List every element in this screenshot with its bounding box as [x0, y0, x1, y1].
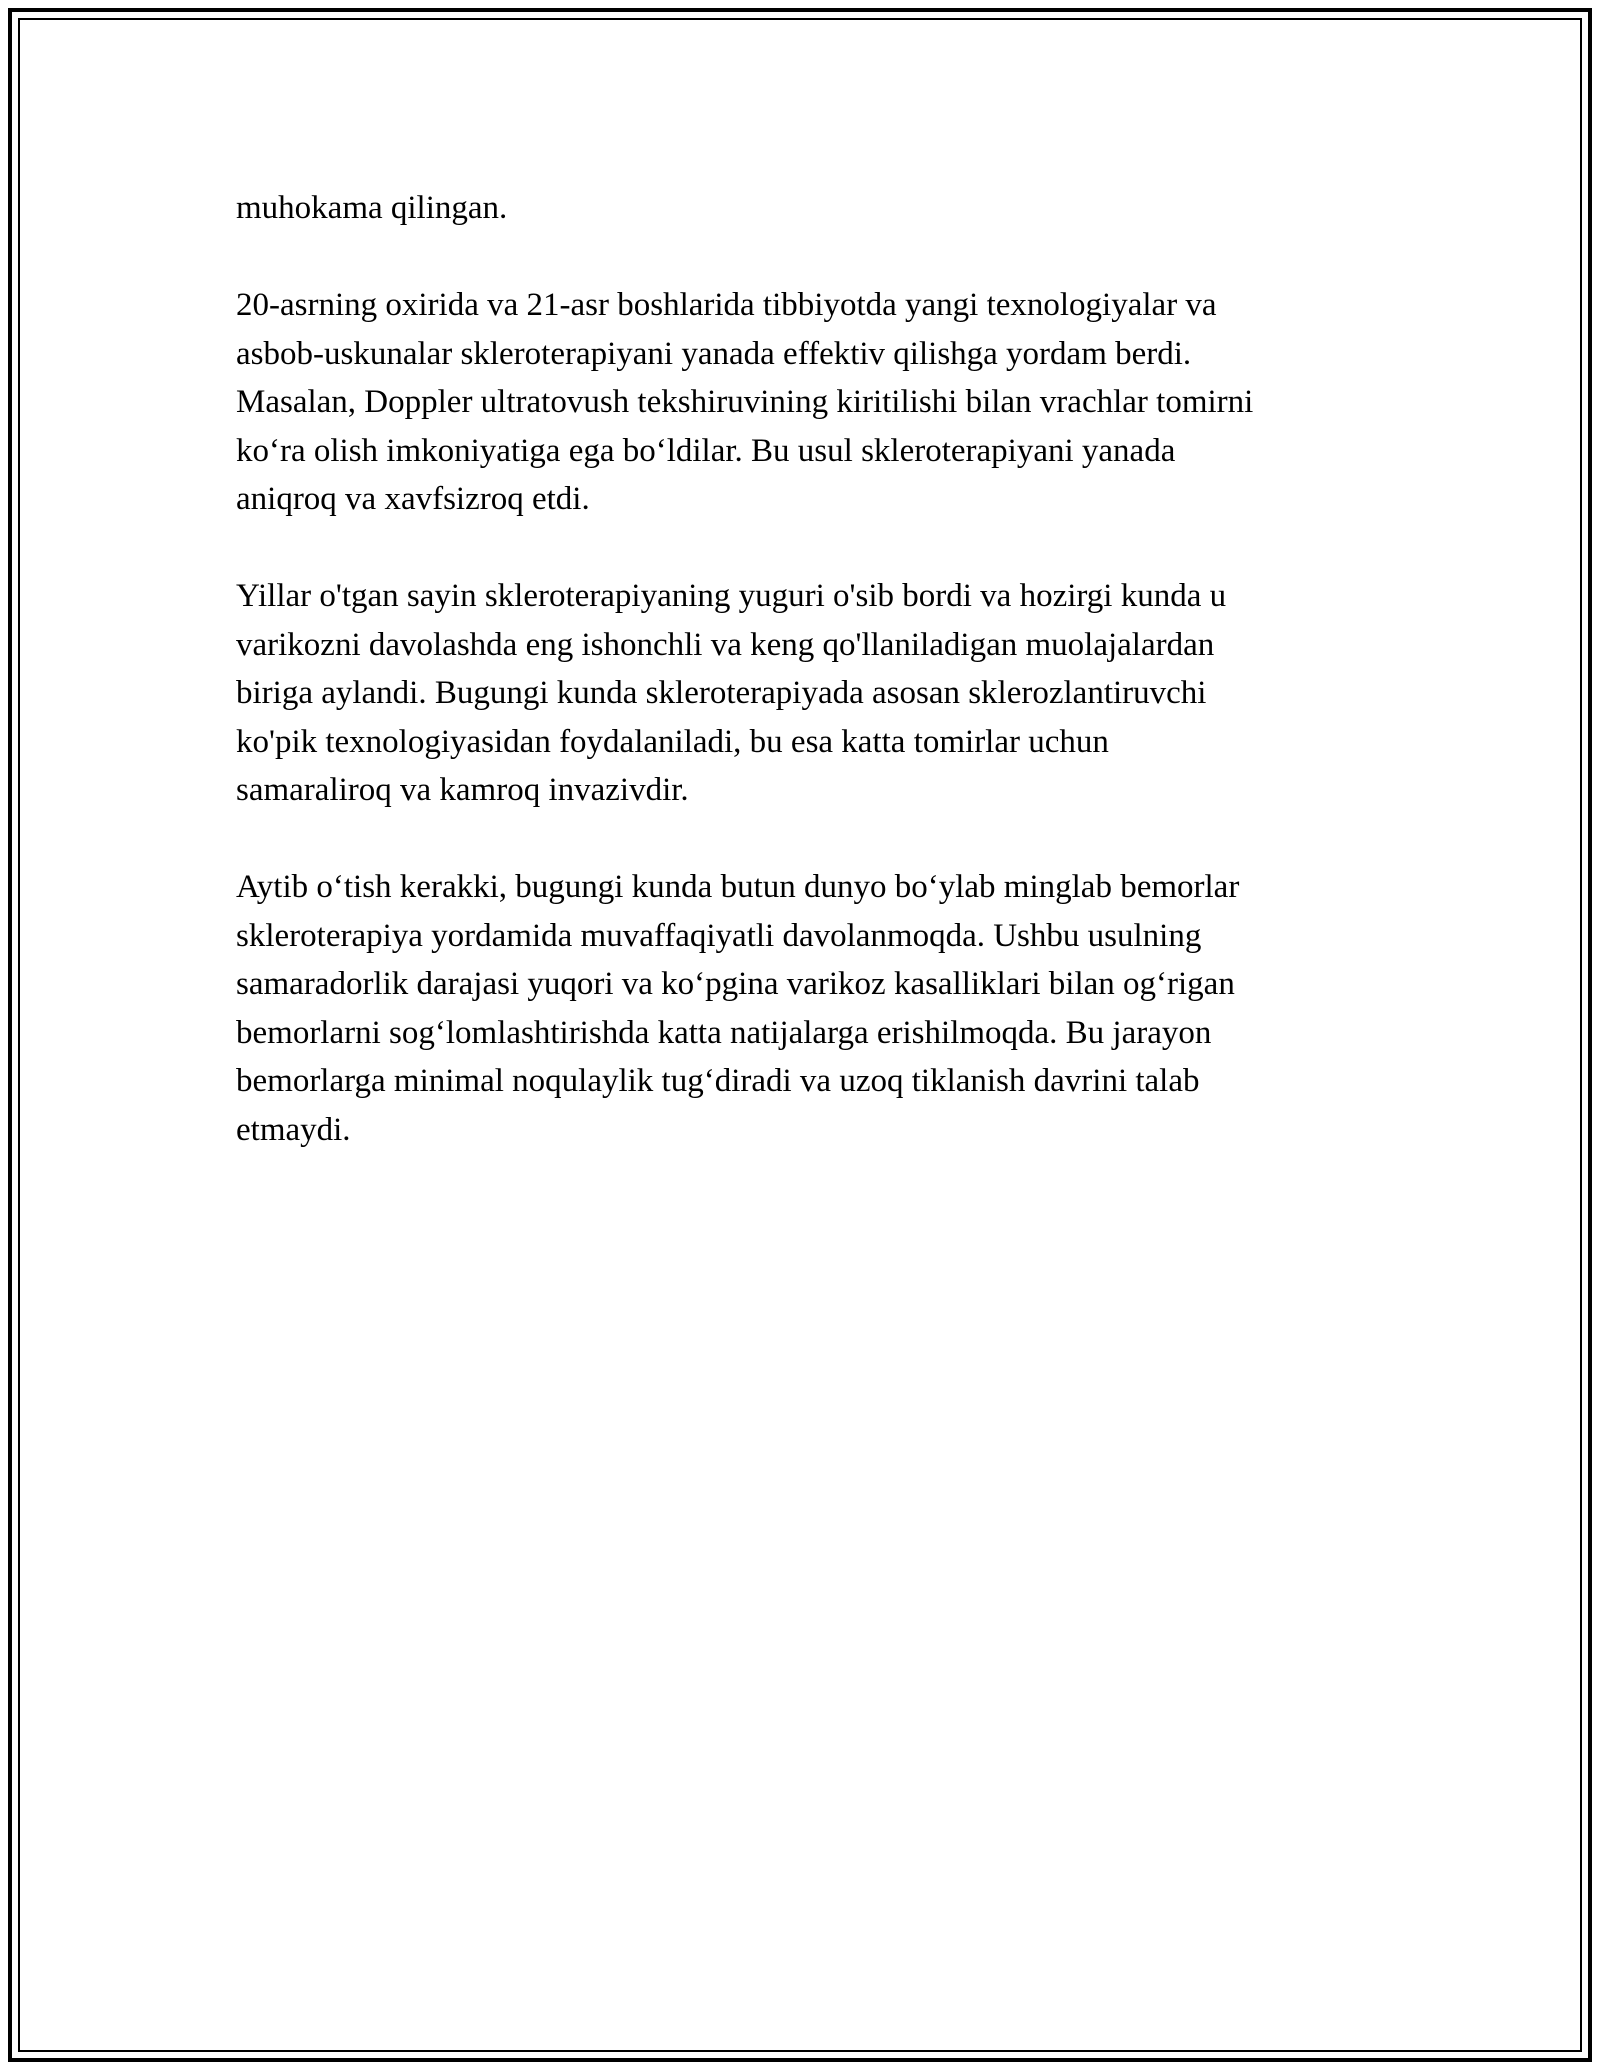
text-line: ko'pik texnologiyasidan foydalaniladi, bu esa katta tomirlar uchun [236, 723, 1109, 760]
text-line: ko‘ra olish imkoniyatiga ega bo‘ldilar. Bu usul skleroterapiyani yanada [236, 432, 1176, 469]
text-line: biriga aylandi. Bugungi kunda skleroterapiyada asosan sklerozlantiruvchi [236, 675, 1207, 711]
document-body [236, 184, 1386, 1203]
text-line: bemorlarga minimal noqulaylik tug‘diradi va uzoq tiklanish davrini talab [236, 1063, 1200, 1099]
text-line: Yillar o'tgan sayin skleroterapiyaning yuguri o'sib bordi va hozirgi kunda u [236, 578, 1227, 614]
text-line: Masalan, Doppler ultratovush tekshiruvining kiritilishi bilan vrachlar tomirni [236, 384, 1254, 420]
paragraph-3 [236, 572, 1386, 815]
text-line: varikozni davolashda eng ishonchli va keng qo'llaniladigan muolajalardan [236, 626, 1215, 663]
paragraph-4 [236, 863, 1386, 1154]
text-line: skleroterapiya yordamida muvaffaqiyatli davolanmoqda. Ushbu usulning [236, 917, 1202, 954]
paragraph-1 [236, 184, 1386, 233]
paragraph-2 [236, 281, 1386, 524]
text-line: samaraliroq va kamroq invazivdir. [236, 772, 689, 808]
text-line: 20-asrning oxirida va 21-asr boshlarida tibbiyotda yangi texnologiyalar va [236, 287, 1217, 323]
text-line: aniqroq va xavfsizroq etdi. [236, 481, 590, 517]
text-line: bemorlarni sog‘lomlashtirishda katta natijalarga erishilmoqda. Bu jarayon [236, 1014, 1212, 1051]
text-line: muhokama qilingan. [236, 190, 508, 226]
text-line: etmaydi. [236, 1111, 351, 1148]
text-line: asbob-uskunalar skleroterapiyani yanada effektiv qilishga yordam berdi. [236, 335, 1192, 372]
text-line: Aytib o‘tish kerakki, bugungi kunda butun dunyo bo‘ylab minglab bemorlar [236, 869, 1240, 905]
text-line: samaradorlik darajasi yuqori va ko‘pgina varikoz kasalliklari bilan og‘rigan [236, 966, 1235, 1002]
